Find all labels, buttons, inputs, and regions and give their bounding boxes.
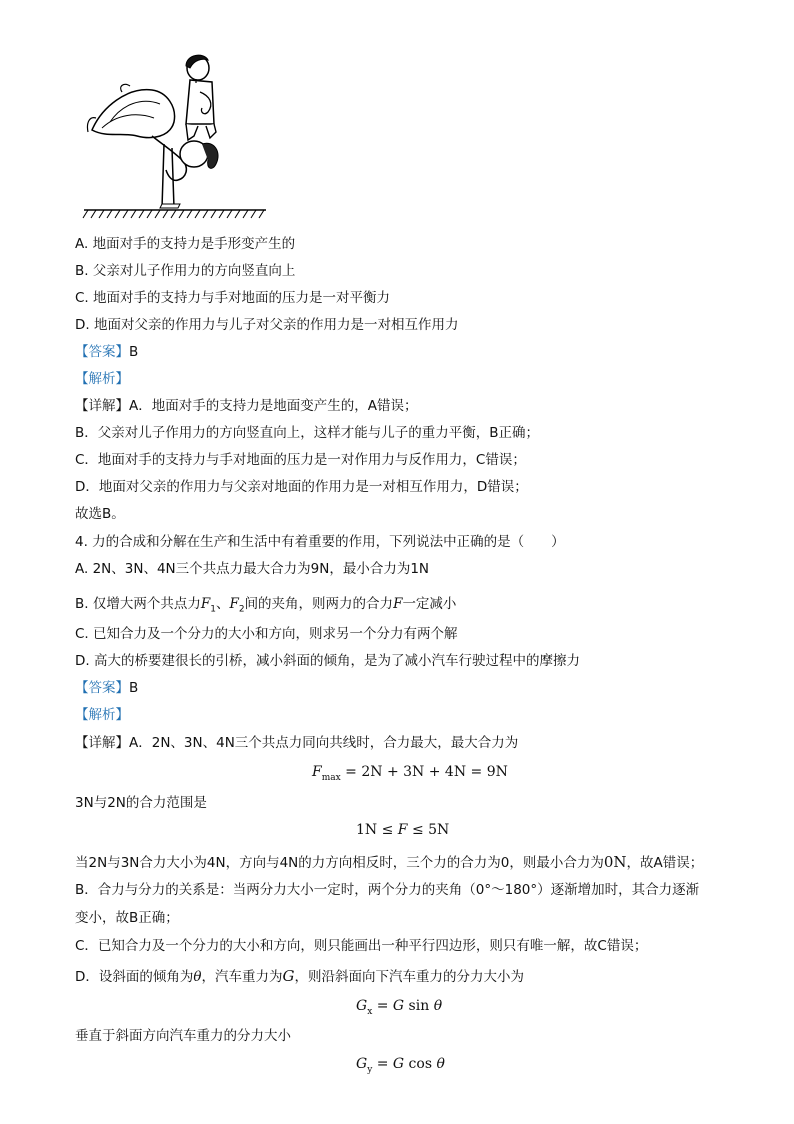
- eq-cos: cos: [404, 1056, 437, 1072]
- q3-analysis-tag: 【解析】: [75, 371, 129, 387]
- range-intro: 3N与2N的合力范围是: [75, 795, 207, 811]
- q4-stem: 4. 力的合成和分解在生产和生活中有着重要的作用，下列说法中正确的是（ ）: [75, 534, 565, 550]
- g-symbol: G: [282, 967, 295, 985]
- q4-detail-b-1: B．合力与分力的关系是：当两分力大小一定时，两个分力的夹角（0°～180°）逐渐增加时，其合力逐渐: [75, 882, 700, 898]
- q4-option-c: C. 已知合力及一个分力的大小和方向，则求另一个分力有两个解: [75, 626, 458, 642]
- q3-option-a: A. 地面对手的支持力是手形变产生的: [75, 236, 296, 252]
- q3-detail-a: [75, 396, 417, 416]
- detail-d-post: ，则沿斜面向下汽车重力的分力大小为: [294, 969, 525, 985]
- f2-symbol: F: [229, 596, 239, 612]
- eq-equals: =: [372, 998, 393, 1014]
- equation-max-force: [312, 762, 508, 788]
- eq-g: G: [356, 998, 368, 1014]
- eq-g2: G: [392, 1056, 405, 1072]
- q4-option-b: [75, 594, 456, 620]
- min-value: 0N: [603, 853, 627, 871]
- q3-detail-c: C．地面对手的支持力与手对地面的压力是一对作用力与反作用力，C错误；: [75, 452, 526, 468]
- equation-gy: [356, 1054, 445, 1080]
- equation-gx: [356, 996, 442, 1022]
- acrobat-illustration: [82, 52, 270, 222]
- eq-g2: G: [392, 998, 405, 1014]
- f1-symbol: F: [200, 596, 211, 612]
- separator: 、: [215, 596, 230, 612]
- q3-detail-b: B．父亲对儿子作用力的方向竖直向上，这样才能与儿子的重力平衡，B正确；: [75, 425, 540, 441]
- min-post: ，故A错误；: [626, 855, 704, 871]
- eq-sin: sin: [404, 998, 434, 1014]
- option-b-end: 一定减小: [402, 596, 457, 612]
- q3-option-d: D. 地面对父亲的作用力与儿子对父亲的作用力是一对相互作用力: [75, 317, 459, 333]
- answer-tag: 【答案】: [75, 680, 129, 696]
- eq-equals: =: [372, 1056, 393, 1072]
- min-pre: 当2N与3N合力大小为4N，方向与4N的力方向相反时，三个力的合力为0，则最小合力为: [75, 855, 604, 871]
- perpendicular-intro: 垂直于斜面方向汽车重力的分力大小: [75, 1028, 291, 1044]
- eq-sub-max: max: [321, 772, 341, 783]
- q3-conclusion: 故选B。: [75, 506, 125, 522]
- eq-post: ≤ 5N: [407, 822, 450, 838]
- option-b-pre: B. 仅增大两个共点力: [75, 596, 201, 612]
- q4-option-a: A. 2N、3N、4N三个共点力最大合力为9N，最小合力为1N: [75, 561, 430, 577]
- equation-range: [356, 820, 449, 840]
- q3-option-b: B. 父亲对儿子作用力的方向竖直向上: [75, 263, 296, 279]
- detail-tag: 【详解】: [75, 398, 129, 414]
- eq-rest: = 2N + 3N + 4N = 9N: [340, 764, 508, 780]
- q4-detail-c: C．已知合力及一个分力的大小和方向，则只能画出一种平行四边形，则只有唯一解，故C错误；: [75, 938, 648, 954]
- detail-text: A．地面对手的支持力是地面变产生的，A错误；: [129, 398, 418, 414]
- option-b-post: 间的夹角，则两力的合力: [244, 596, 394, 612]
- answer-tag: 【答案】: [75, 344, 129, 360]
- eq-theta: θ: [433, 998, 443, 1014]
- eq-f: F: [312, 764, 322, 780]
- answer-value: B: [129, 680, 139, 696]
- detail-text: A．2N、3N、4N三个共点力同向共线时，合力最大，最大合力为: [129, 735, 519, 751]
- answer-value: B: [129, 344, 139, 360]
- eq-pre: 1N ≤: [356, 822, 398, 838]
- eq-sub-x: x: [367, 1006, 373, 1017]
- theta-symbol: θ: [193, 969, 202, 985]
- q4-detail-d: [75, 966, 524, 987]
- eq-f: F: [397, 822, 408, 838]
- q4-detail-a: [75, 733, 518, 753]
- min-force-line: [75, 852, 703, 873]
- f-symbol: F: [393, 596, 403, 612]
- q4-option-d: D. 高大的桥要建很长的引桥，减小斜面的倾角，是为了减小汽车行驶过程中的摩擦力: [75, 653, 580, 669]
- q3-option-c: C. 地面对手的支持力与手对地面的压力是一对平衡力: [75, 290, 391, 306]
- f1-subscript: 1: [210, 604, 216, 615]
- detail-d-mid: ，汽车重力为: [201, 969, 283, 985]
- q4-analysis-tag: 【解析】: [75, 707, 129, 723]
- eq-theta: θ: [436, 1056, 445, 1072]
- q3-detail-d: D．地面对父亲的作用力与父亲对地面的作用力是一对相互作用力，D错误；: [75, 479, 528, 495]
- q4-detail-b-2: 变小，故B正确；: [75, 910, 179, 926]
- eq-sub-y: y: [367, 1064, 373, 1075]
- q4-answer: [75, 678, 138, 698]
- q3-answer: [75, 342, 138, 362]
- eq-g: G: [356, 1056, 368, 1072]
- f2-subscript: 2: [238, 604, 245, 615]
- detail-tag: 【详解】: [75, 735, 129, 751]
- detail-d-pre: D．设斜面的倾角为: [75, 969, 194, 985]
